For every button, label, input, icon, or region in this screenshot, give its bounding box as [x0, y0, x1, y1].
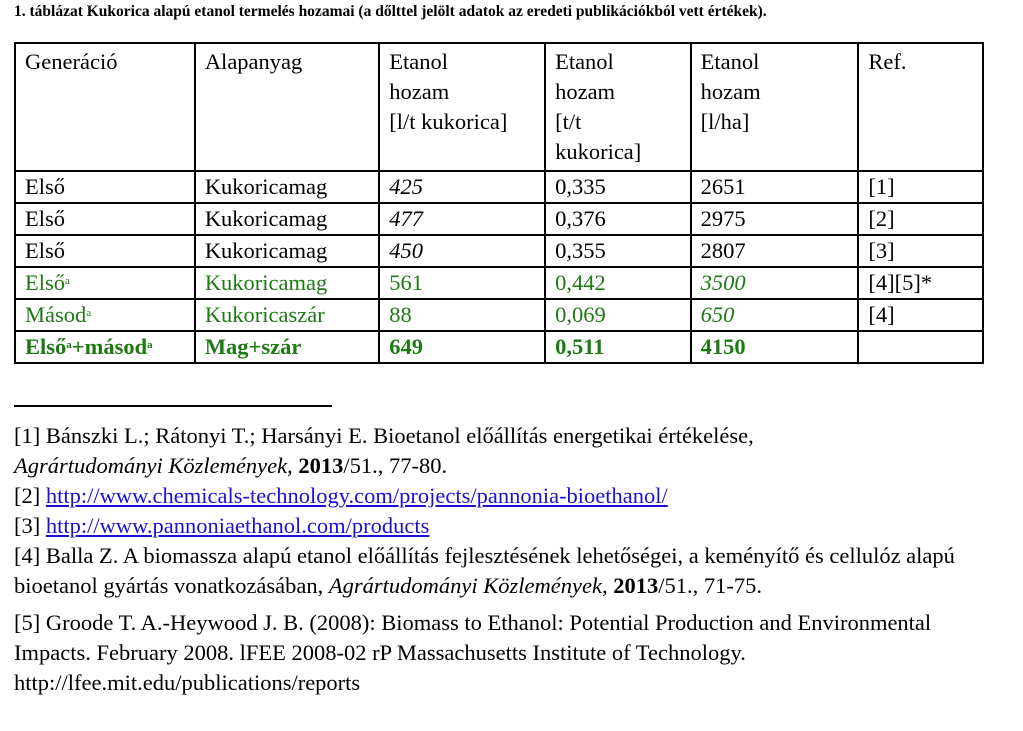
cell-generation — [15, 299, 195, 331]
year: 2013 — [613, 573, 659, 598]
cell-yield-t-per-t: 0,335 — [545, 171, 691, 203]
header-line: kukorica] — [555, 139, 642, 164]
year: 2013 — [298, 453, 344, 478]
reference-3-link[interactable]: http://www.pannoniaethanol.com/products — [45, 513, 430, 538]
separator: , — [601, 573, 614, 598]
cell-yield-l-per-ha: 2651 — [691, 171, 859, 203]
cell-feedstock: Kukoricaszár — [195, 299, 379, 331]
citation-tail: /51., 77-80. — [343, 453, 448, 478]
header-line: [l/t kukorica] — [389, 109, 508, 134]
header-yield-l-per-ha — [691, 43, 859, 171]
header-ref: Ref. — [858, 43, 983, 171]
cell-yield-l-per-ha — [691, 299, 859, 331]
reference-2-link[interactable]: http://www.chemicals-technology.com/projects/pannonia-bioethanol/ — [45, 483, 668, 508]
reference-text: [1] Bánszki L.; Rátonyi T.; Harsányi E. Bioetanol előállítás energetikai értékelése, — [14, 423, 754, 448]
cell-ref: [4][5]* — [858, 267, 983, 299]
cell-value-italic: 650 — [700, 302, 735, 327]
reference-text: [5] Groode T. A.‑Heywood J. B. (2008): Biomass to Ethanol: Potential Production and Environmental Impacts. February 2008. lFEE 2008-02 rP Massachusetts Institute of Technology. http://lfee.mit.edu/publications/reports — [14, 610, 932, 695]
cell-value-italic: 425 — [389, 174, 424, 199]
cell-generation: Első — [15, 171, 195, 203]
table-row — [15, 299, 983, 331]
header-feedstock: Alapanyag — [195, 43, 379, 171]
reference-3 — [14, 511, 1009, 541]
cell-ref: [2] — [858, 203, 983, 235]
cell-yield-t-per-t: 0,069 — [545, 299, 691, 331]
cell-generation — [15, 331, 195, 363]
header-line: [t/t — [555, 109, 582, 134]
reference-4 — [14, 541, 1009, 601]
cell-yield-t-per-t: 0,511 — [545, 331, 691, 363]
cell-generation — [15, 267, 195, 299]
table-row — [15, 171, 983, 203]
header-line: [l/ha] — [700, 109, 750, 134]
generation-text: Első — [25, 270, 66, 295]
cell-feedstock: Kukoricamag — [195, 203, 379, 235]
superscript-mark: a — [66, 339, 72, 351]
journal-title: Agrártudományi Közlemények — [14, 453, 288, 478]
reference-2 — [14, 481, 1009, 511]
superscript-mark: a — [147, 339, 153, 351]
cell-generation: Első — [15, 203, 195, 235]
journal-title: Agrártudományi Közlemények — [328, 573, 602, 598]
table-header-row — [15, 43, 983, 171]
cell-value-italic: 3500 — [700, 270, 746, 295]
cell-value-italic: 477 — [389, 206, 424, 231]
reference-label: [3] — [14, 513, 46, 538]
table-row — [15, 235, 983, 267]
cell-yield-l-per-ha: 2975 — [691, 203, 859, 235]
header-generation: Generáció — [15, 43, 195, 171]
reference-label: [2] — [14, 483, 46, 508]
header-line: hozam — [555, 79, 616, 104]
reference-text: [4] Balla Z. A biomassza alapú etanol előállítás fejlesztésének lehetőségei, a keményítő és cellulóz alapú bioetanol gyártás vonatkozásában, — [14, 543, 955, 598]
header-line: hozam — [389, 79, 450, 104]
header-line: Etanol — [389, 49, 448, 74]
cell-generation: Első — [15, 235, 195, 267]
cell-yield-l-per-t — [379, 235, 545, 267]
generation-text: Első — [25, 334, 67, 359]
cell-yield-l-per-t — [379, 171, 545, 203]
cell-ref: [1] — [858, 171, 983, 203]
table-row — [15, 267, 983, 299]
header-line: hozam — [700, 79, 761, 104]
ethanol-yield-table — [14, 42, 984, 364]
header-line: Etanol — [555, 49, 614, 74]
cell-yield-t-per-t: 0,355 — [545, 235, 691, 267]
cell-yield-l-per-t — [379, 203, 545, 235]
cell-feedstock: Mag+szár — [195, 331, 379, 363]
cell-yield-t-per-t: 0,376 — [545, 203, 691, 235]
cell-yield-l-per-t: 88 — [379, 299, 545, 331]
cell-ref: [3] — [858, 235, 983, 267]
citation-tail: /51., 71-75. — [658, 573, 762, 598]
cell-yield-l-per-t: 649 — [379, 331, 545, 363]
cell-feedstock: Kukoricamag — [195, 267, 379, 299]
reference-1 — [14, 421, 1009, 481]
superscript-mark: a — [65, 275, 70, 287]
header-yield-l-per-t — [379, 43, 545, 171]
header-line: Etanol — [700, 49, 760, 74]
cell-yield-t-per-t: 0,442 — [545, 267, 691, 299]
separator: , — [287, 453, 299, 478]
table-row-total — [15, 331, 983, 363]
cell-feedstock: Kukoricamag — [195, 171, 379, 203]
table-caption: 1. táblázat Kukorica alapú etanol termelés hozamai (a dőlttel jelölt adatok az eredeti publikációkból vett értékek). — [14, 3, 767, 20]
cell-value-italic: 450 — [389, 238, 424, 263]
cell-yield-l-per-t: 561 — [379, 267, 545, 299]
cell-yield-l-per-ha — [691, 267, 859, 299]
cell-ref: [4] — [858, 299, 983, 331]
reference-list — [14, 421, 1009, 698]
cell-yield-l-per-ha: 2807 — [691, 235, 859, 267]
generation-text: Másod — [25, 302, 87, 327]
header-yield-t-per-t — [545, 43, 691, 171]
table-row — [15, 203, 983, 235]
reference-5 — [14, 608, 1009, 698]
superscript-mark: a — [86, 307, 92, 319]
cell-yield-l-per-ha: 4150 — [691, 331, 859, 363]
footnote-divider — [14, 405, 332, 407]
cell-ref — [858, 331, 983, 363]
cell-feedstock: Kukoricamag — [195, 235, 379, 267]
generation-text-2: +másod — [71, 334, 148, 359]
